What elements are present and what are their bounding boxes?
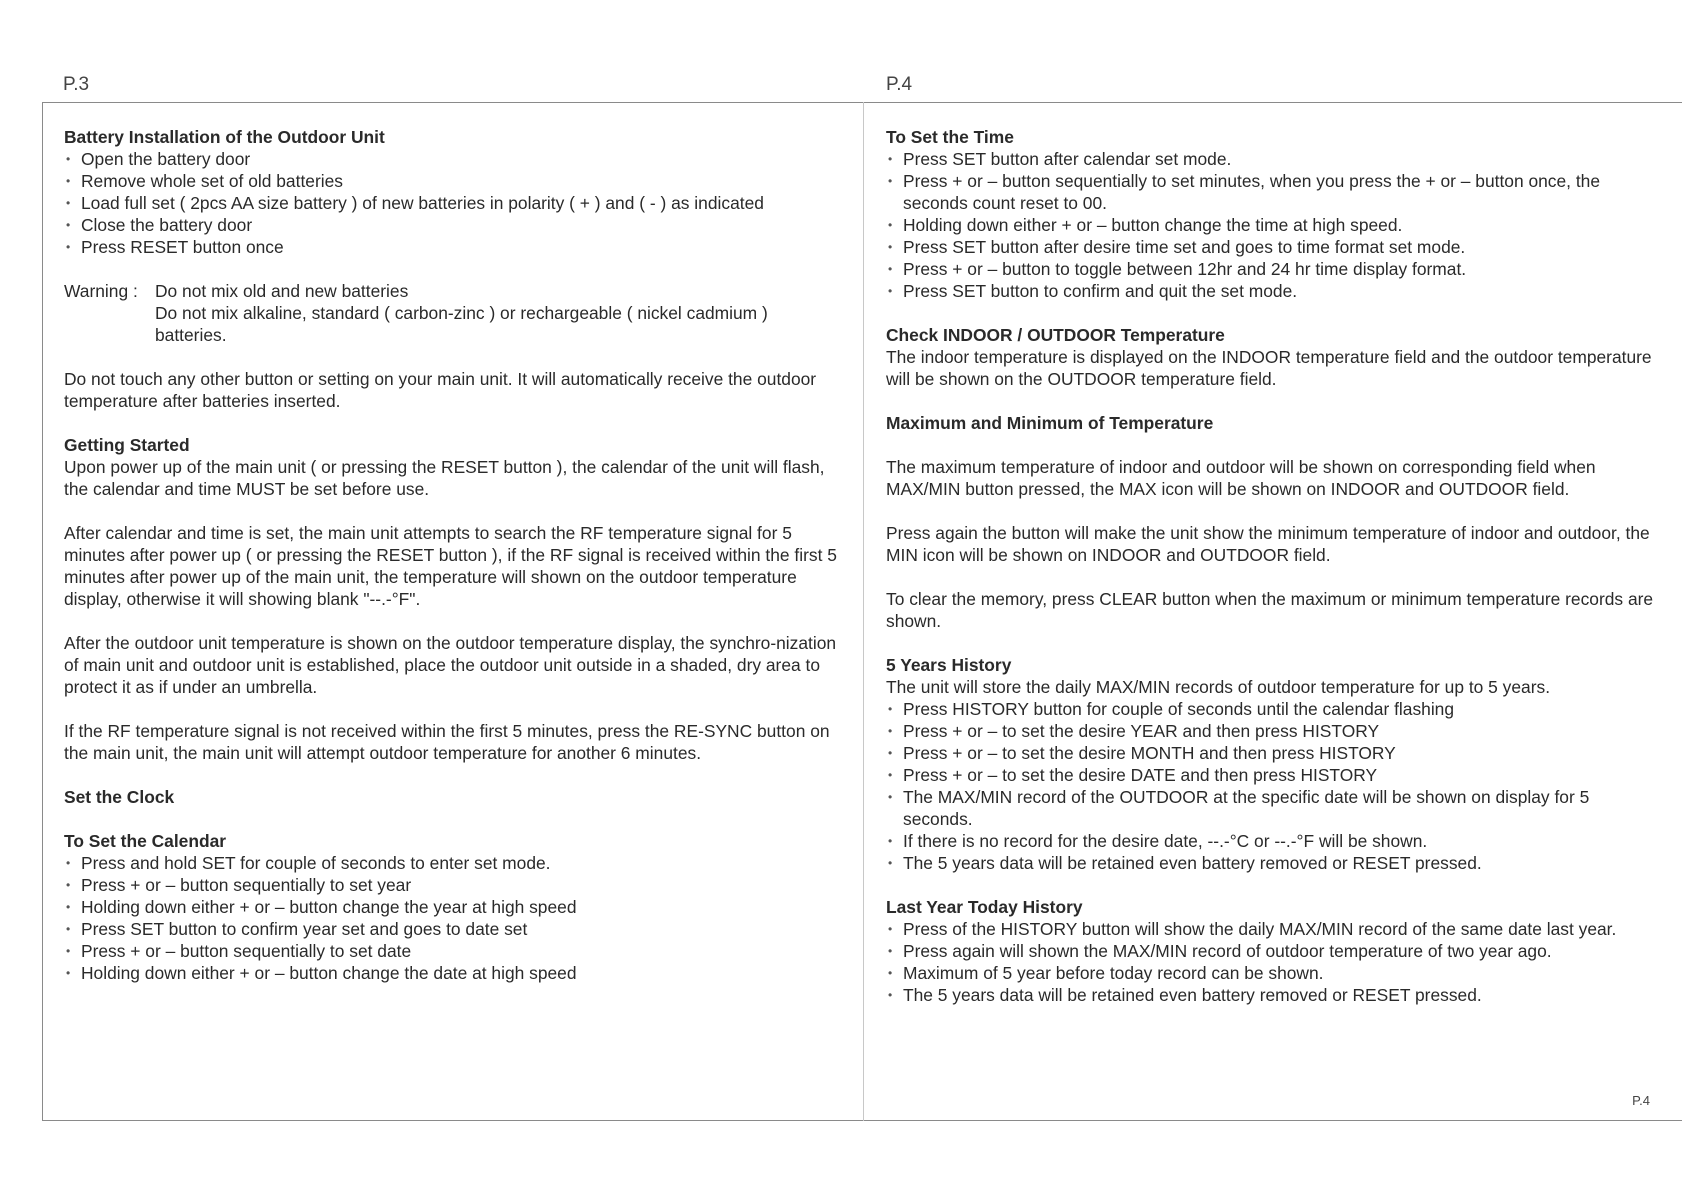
list-item: • Press + or – button sequentially to set year: [64, 874, 844, 896]
list-item: • Holding down either + or – button change the date at high speed: [64, 962, 844, 984]
last-year-steps-list: [886, 918, 1656, 1006]
right-page-content: [886, 126, 1656, 1006]
getting-started-paragraph: If the RF temperature signal is not received within the first 5 minutes, press the RE-SYNC button on the main unit, the main unit will attempt outdoor temperature for another 6 minutes.: [64, 721, 830, 763]
left-page-content: [64, 126, 844, 984]
list-item: • The 5 years data will be retained even battery removed or RESET pressed.: [886, 984, 1656, 1006]
maxmin-heading: Maximum and Minimum of Temperature: [886, 413, 1214, 433]
list-item: • Press SET button after calendar set mode.: [886, 148, 1656, 170]
list-item: • Press + or – to set the desire MONTH and then press HISTORY: [886, 742, 1656, 764]
list-item: • Press + or – button to toggle between 12hr and 24 hr time display format.: [886, 258, 1656, 280]
list-item: • Press + or – button sequentially to set minutes, when you press the + or – button once, the seconds count reset to 00.: [886, 170, 1656, 214]
list-item: • The 5 years data will be retained even battery removed or RESET pressed.: [886, 852, 1656, 874]
maxmin-paragraph: Press again the button will make the unit show the minimum temperature of indoor and outdoor, the MIN icon will be shown on INDOOR and OUTDOOR field.: [886, 523, 1650, 565]
list-item: • Press RESET button once: [64, 236, 844, 258]
list-item: • Maximum of 5 year before today record can be shown.: [886, 962, 1656, 984]
list-item: • Press + or – to set the desire YEAR and then press HISTORY: [886, 720, 1656, 742]
check-temperature-text: The indoor temperature is displayed on the INDOOR temperature field and the outdoor temperature will be shown on the OUTDOOR temperature field.: [886, 347, 1652, 389]
page-number-left: P.3: [63, 74, 90, 95]
calendar-heading: To Set the Calendar: [64, 831, 227, 851]
list-item: • Press SET button after desire time set and goes to time format set mode.: [886, 236, 1656, 258]
history-intro: The unit will store the daily MAX/MIN records of outdoor temperature for up to 5 years.: [886, 677, 1551, 697]
history-heading: 5 Years History: [886, 655, 1012, 675]
list-item: • Press SET button to confirm year set and goes to date set: [64, 918, 844, 940]
calendar-steps-list: [64, 852, 844, 984]
list-item: • Press + or – button sequentially to set date: [64, 940, 844, 962]
list-item: • Remove whole set of old batteries: [64, 170, 844, 192]
page-number-right: P.4: [886, 74, 913, 95]
getting-started-paragraph: After calendar and time is set, the main unit attempts to search the RF temperature signal for 5 minutes after power up ( or pressing the RESET button ), if the RF signal is received within the first 5 minutes after power up of the main unit, the temperature will shown on the outdoor temperature display, otherwise it will showing blank "--.-°F".: [64, 523, 837, 609]
list-item: • Open the battery door: [64, 148, 844, 170]
time-steps-list: [886, 148, 1656, 302]
list-item: • Press HISTORY button for couple of seconds until the calendar flashing: [886, 698, 1656, 720]
list-item: • Close the battery door: [64, 214, 844, 236]
last-year-heading: Last Year Today History: [886, 897, 1083, 917]
getting-started-paragraph: Upon power up of the main unit ( or pressing the RESET button ), the calendar of the unit will flash, the calendar and time MUST be set before use.: [64, 457, 825, 499]
list-item: • Load full set ( 2pcs AA size battery ) of new batteries in polarity ( + ) and ( - ) as indicated: [64, 192, 844, 214]
battery-steps-list: [64, 148, 844, 258]
maxmin-paragraph: The maximum temperature of indoor and outdoor will be shown on corresponding field when MAX/MIN button pressed, the MAX icon will be shown on INDOOR and OUTDOOR field.: [886, 457, 1596, 499]
footer-page-number: P.4: [1632, 1093, 1650, 1108]
list-item: • Holding down either + or – button change the time at high speed.: [886, 214, 1656, 236]
history-steps-list: [886, 698, 1656, 874]
warning-line-2: Do not mix alkaline, standard ( carbon-zinc ) or rechargeable ( nickel cadmium ) batteries.: [155, 303, 768, 345]
warning-label: Warning :: [64, 281, 138, 301]
check-temperature-heading: Check INDOOR / OUTDOOR Temperature: [886, 325, 1225, 345]
maxmin-paragraph: To clear the memory, press CLEAR button when the maximum or minimum temperature records are shown.: [886, 589, 1654, 631]
list-item: • If there is no record for the desire date, --.-°C or --.-°F will be shown.: [886, 830, 1656, 852]
getting-started-paragraph: After the outdoor unit temperature is shown on the outdoor temperature display, the synchro-nization of main unit and outdoor unit is established, place the outdoor unit outside in a shaded, dry area to protect it as if under an umbrella.: [64, 633, 837, 697]
warning-line-1: Do not mix old and new batteries: [155, 281, 409, 301]
list-item: • Press + or – to set the desire DATE and then press HISTORY: [886, 764, 1656, 786]
list-item: • Press SET button to confirm and quit the set mode.: [886, 280, 1656, 302]
getting-started-heading: Getting Started: [64, 435, 190, 455]
list-item: • Press again will shown the MAX/MIN record of outdoor temperature of two year ago.: [886, 940, 1656, 962]
set-time-heading: To Set the Time: [886, 127, 1014, 147]
list-item: • Holding down either + or – button change the year at high speed: [64, 896, 844, 918]
set-clock-heading: Set the Clock: [64, 787, 175, 807]
warning-block: [64, 280, 844, 346]
list-item: • Press and hold SET for couple of seconds to enter set mode.: [64, 852, 844, 874]
list-item: • Press of the HISTORY button will show the daily MAX/MIN record of the same date last year.: [886, 918, 1656, 940]
battery-heading: Battery Installation of the Outdoor Unit: [64, 127, 385, 147]
page-divider: [863, 102, 864, 1121]
battery-note: Do not touch any other button or setting on your main unit. It will automatically receive the outdoor temperature after batteries inserted.: [64, 369, 817, 411]
list-item: • The MAX/MIN record of the OUTDOOR at the specific date will be shown on display for 5 seconds.: [886, 786, 1656, 830]
